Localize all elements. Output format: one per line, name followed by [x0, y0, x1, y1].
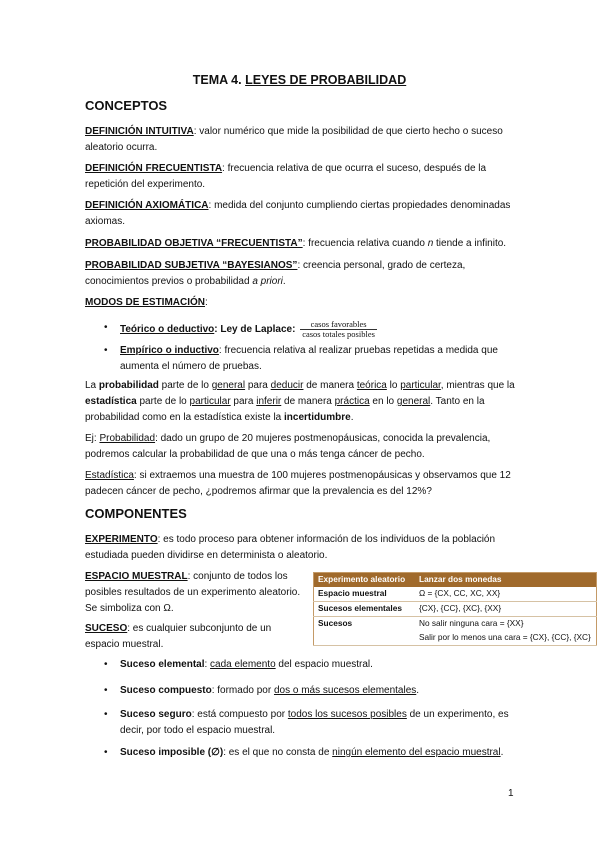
bullet-icon: •: [104, 345, 108, 356]
def-axiomatica-text: : medida del conjunto cumpliendo ciertas propiedades denominadas axiomas.: [85, 200, 511, 227]
modos-heading: [85, 295, 515, 311]
suceso-imposible-text: [120, 745, 515, 761]
pp-t4: de manera: [303, 380, 357, 391]
prob-subjetiva: [85, 258, 515, 290]
ejemplo-table: [313, 572, 597, 646]
table-header-cell: Experimento aleatorio: [314, 573, 416, 588]
fraction-numerator: casos favorables: [300, 320, 377, 330]
suceso-text: : es cualquier subconjunto de un espacio muestral.: [85, 623, 272, 650]
pp-deducir: deducir: [270, 380, 304, 391]
prob-subjetiva-apriori: a priori: [252, 276, 283, 287]
suceso-label: SUCESO: [85, 623, 128, 634]
ejemplo-pre: Ej:: [85, 433, 100, 444]
section-heading-componentes: COMPONENTES: [85, 506, 187, 521]
teorico-text: : Ley de Laplace:: [214, 324, 299, 336]
section-heading-conceptos: CONCEPTOS: [85, 98, 168, 113]
table-cell: {CX}, {CC}, {XC}, {XX}: [415, 602, 597, 617]
imposible-text: : es el que no consta de: [223, 747, 333, 758]
modos-label: MODOS DE ESTIMACIÓN: [85, 297, 206, 308]
elemental-rest: del espacio muestral.: [275, 659, 373, 670]
pp-t3: para: [245, 380, 271, 391]
prob-objetiva-text-a: : frecuencia relativa cuando: [302, 238, 428, 249]
table-cell: Salir por lo menos una cara = {CX}, {CC}, {XC}: [415, 631, 597, 646]
table-header-cell: Lanzar dos monedas: [415, 573, 597, 588]
imposible-u: ningún elemento del espacio muestral: [332, 747, 501, 758]
pp-teorica: teórica: [356, 380, 387, 391]
teorico-label: Teórico o deductivo: [120, 324, 215, 336]
pp-t2: parte de lo: [158, 380, 212, 391]
pp-t1: La: [85, 380, 99, 391]
pp-t12: .: [350, 412, 354, 423]
table-cell: No salir ninguna cara = {XX}: [419, 618, 524, 628]
prob-objetiva-n: n: [427, 238, 434, 249]
ejemplo-probabilidad: [85, 431, 515, 463]
pp-probabilidad: probabilidad: [98, 380, 159, 391]
title-prefix: TEMA 4.: [192, 73, 246, 87]
pp-inferir: inferir: [256, 396, 282, 407]
seguro-rest: de un experimento, es decir, por todo el espacio muestral.: [120, 709, 509, 736]
espacio-label: ESPACIO MUESTRAL: [85, 571, 188, 582]
def-frecuentista-label: DEFINICIÓN FRECUENTISTA: [85, 163, 223, 174]
estadistica-label: Estadística: [85, 470, 134, 481]
pp-t8: para: [230, 396, 257, 407]
prob-objetiva: [85, 236, 515, 252]
bullet-icon: •: [104, 322, 108, 333]
compuesto-rest: .: [416, 685, 420, 696]
elemental-label: Suceso elemental: [120, 659, 205, 670]
table-row: [314, 617, 597, 632]
bullet-empirico-text: [120, 343, 515, 375]
def-frecuentista: [85, 161, 515, 193]
laplace-fraction: [300, 320, 377, 339]
def-intuitiva-text: : valor numérico que mide la posibilidad de que cierto hecho o suceso aleatorio ocurra.: [85, 126, 503, 153]
elemental-colon: :: [204, 659, 211, 670]
suceso-elemental-text: [120, 657, 515, 673]
compuesto-u: dos o más sucesos elementales: [273, 685, 417, 696]
experimento-label: EXPERIMENTO: [85, 534, 158, 545]
table-header-row: [314, 573, 597, 588]
prob-subjetiva-label: PROBABILIDAD SUBJETIVA “BAYESIANOS”: [85, 260, 298, 271]
suceso-seguro-text: [120, 707, 515, 739]
pp-estadistica: estadística: [85, 396, 137, 407]
def-frecuentista-text: : frecuencia relativa de que ocurra el suceso, después de la repetición del experimento.: [85, 163, 487, 190]
paragraph-probabilidad: [85, 378, 515, 426]
seguro-u: todos los sucesos posibles: [287, 709, 407, 720]
suceso-def: [85, 621, 307, 653]
bullet-icon: •: [104, 659, 108, 670]
bullet-icon: •: [104, 747, 108, 758]
bullet-icon: •: [104, 709, 108, 720]
pp-particular: particular: [400, 380, 441, 391]
seguro-label: Suceso seguro: [120, 709, 192, 720]
def-axiomatica-label: DEFINICIÓN AXIOMÁTICA: [85, 200, 209, 211]
table-row: [314, 602, 597, 617]
prob-subjetiva-text-b: .: [282, 276, 286, 287]
table-cell: Ω = {CX, CC, XC, XX}: [415, 587, 597, 602]
bullet-teorico-text: [120, 320, 515, 339]
ejemplo-text: : dado un grupo de 20 mujeres postmenopáusicas, conocida la prevalencia, podremos calcular la probabilidad de que una o más tenga cáncer de pecho.: [85, 433, 491, 460]
experimento-text: : es todo proceso para obtener información de los individuos de la población estudiada pueden dividirse en determinista o aleatorio.: [85, 534, 496, 561]
compuesto-label: Suceso compuesto: [120, 685, 212, 696]
pp-general: general: [211, 380, 246, 391]
page-number: 1: [508, 788, 514, 799]
table-cell: Sucesos elementales: [314, 602, 416, 617]
bullet-icon: •: [104, 685, 108, 696]
table-cell: Espacio muestral: [314, 587, 416, 602]
imposible-label: Suceso imposible (∅): [120, 747, 224, 758]
estadistica-text: : si extraemos una muestra de 100 mujeres postmenopáusicas y observamos que 12 padecen cáncer de pecho, ¿podremos afirmar que la prevalencia es del 12%?: [85, 470, 511, 497]
prob-objetiva-text-b: tiende a infinito.: [433, 238, 507, 249]
pp-general2: general: [396, 396, 431, 407]
def-intuitiva-label: DEFINICIÓN INTUITIVA: [85, 126, 194, 137]
table-row: [314, 631, 597, 646]
prob-subjetiva-text-a: : creencia personal, grado de certeza, conocimientos previos o probabilidad: [85, 260, 466, 287]
ejemplo-estadistica: [85, 468, 515, 500]
pp-t6: , mientras que la: [440, 380, 515, 391]
table-cell: [314, 631, 416, 646]
suceso-compuesto-text: [120, 683, 515, 699]
pp-practica: práctica: [334, 396, 370, 407]
pp-t7: parte de lo: [136, 396, 190, 407]
title-main: LEYES DE PROBABILIDAD: [245, 73, 407, 87]
espacio-muestral-def: [85, 569, 307, 617]
empirico-text: : frecuencia relativa al realizar pruebas repetidas a medida que aumenta el número de pruebas.: [120, 345, 498, 372]
def-intuitiva: [85, 124, 515, 156]
document-title: [0, 73, 599, 87]
imposible-rest: .: [500, 747, 504, 758]
experimento-def: [85, 532, 515, 564]
pp-incertidumbre: incertidumbre: [284, 412, 351, 423]
table-cell: Sucesos: [318, 618, 353, 628]
pp-t5: lo: [386, 380, 401, 391]
pp-t9: de manera: [281, 396, 335, 407]
prob-objetiva-label: PROBABILIDAD OBJETIVA “FRECUENTISTA”: [85, 238, 303, 249]
pp-t10: en lo: [369, 396, 397, 407]
modos-colon: :: [205, 297, 208, 308]
compuesto-text: : formado por: [211, 685, 274, 696]
ejemplo-label: Probabilidad: [99, 433, 156, 444]
seguro-text: : está compuesto por: [191, 709, 288, 720]
def-axiomatica: [85, 198, 515, 230]
espacio-text: : conjunto de todos los posibles resultados de un experimento aleatorio. Se simboliza con Ω.: [85, 571, 301, 614]
table-row: [314, 587, 597, 602]
elemental-u: cada elemento: [210, 659, 276, 670]
empirico-label: Empírico o inductivo: [120, 345, 219, 356]
pp-particular2: particular: [189, 396, 231, 407]
pp-t11: . Tanto en la probabilidad como en la estadística existe la: [85, 396, 485, 423]
fraction-denominator: casos totales posibles: [302, 329, 375, 339]
